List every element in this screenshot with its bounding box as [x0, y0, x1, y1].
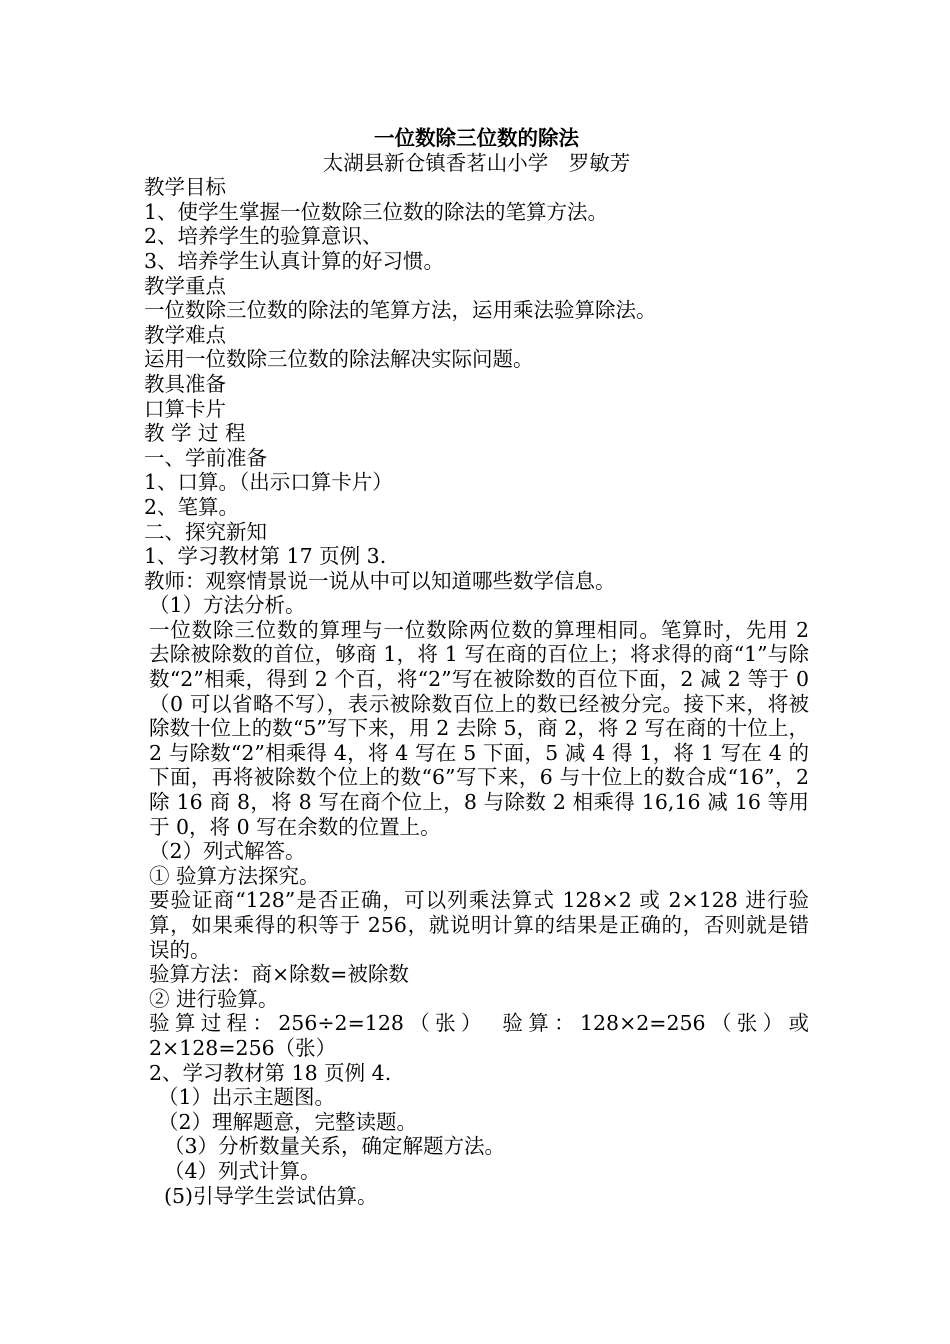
heading-process: 教 学 过 程: [144, 421, 246, 446]
section-1-heading: 一、学前准备: [144, 445, 267, 470]
check-explanation-paragraph: 要验证商“128”是否正确，可以列乘法算式 128×2 或 2×128 进行验算，如果乘得的积等于 256，就说明计算的结果是正确的，否则就是错误的。: [149, 888, 809, 962]
goal-item-3: 3、培养学生认真计算的好习惯。: [144, 248, 445, 273]
goal-item-1: 1、使学生掌握一位数除三位数的除法的笔算方法。: [144, 199, 609, 224]
example-4-step-5: (5)引导学生尝试估算。: [164, 1183, 378, 1208]
difficulties-text: 运用一位数除三位数的除法解决实际问题。: [144, 347, 534, 372]
heading-key-points: 教学重点: [144, 273, 226, 298]
step-2-heading: （2）列式解答。: [149, 839, 306, 864]
method-analysis-paragraph: 一位数除三位数的算理与一位数除两位数的算理相同。笔算时，先用 2 去除被除数的首位，够商 1，将 1 写在商的百位上；将求得的商“1”与除数“2”相乘，得到 2 个百，将“2”写在被除数的百位下面，2 减 2 等于 0（0 可以省略不写），表示被除数百位上的数已经被分完。接下来，将被除数十位上的数“5”写下来，用 2 去除 5，商 2，将 2 写在商的十位上，2 与除数“2”相乘得 4，将 4 写在 5 下面，5 减 4 得 1，将 1 写在 4 的下面，再将被除数个位上的数“6”写下来，6 与十位上的数合成“16”，2 除 16 商 8，将 8 写在商个位上，8 与除数 2 相乘得 16,16 减 16 等用于 0，将 0 写在余数的位置上。: [149, 617, 809, 839]
section-1-item-2: 2、笔算。: [144, 494, 240, 519]
materials-text: 口算卡片: [144, 396, 226, 421]
section-2-item-2: 2、学习教材第 18 页例 4.: [149, 1060, 392, 1085]
check-process: 验算过程：256÷2=128（张） 验算：128×2=256（张）或 2×128=256（张）: [149, 1011, 809, 1060]
key-points-text: 一位数除三位数的除法的笔算方法，运用乘法验算除法。: [144, 298, 657, 323]
check-formula: 验算方法：商×除数=被除数: [149, 962, 409, 987]
do-check-heading: ② 进行验算。: [149, 986, 279, 1011]
check-method-heading: ① 验算方法探究。: [149, 863, 320, 888]
example-4-step-1: （1）出示主题图。: [158, 1085, 336, 1110]
document-page: [144, 126, 809, 1208]
heading-difficulties: 教学难点: [144, 322, 226, 347]
heading-materials: 教具准备: [144, 371, 226, 396]
example-4-step-3: （3）分析数量关系，确定解题方法。: [164, 1134, 506, 1159]
document-title: 一位数除三位数的除法: [374, 126, 579, 150]
heading-teaching-goals: 教学目标: [144, 175, 226, 200]
section-2-heading: 二、探究新知: [144, 519, 267, 544]
step-1-heading: （1）方法分析。: [149, 593, 306, 618]
document-author: 太湖县新仓镇香茗山小学 罗敏芳: [322, 150, 631, 175]
goal-item-2: 2、培养学生的验算意识、: [144, 224, 383, 249]
teacher-prompt: 教师：观察情景说一说从中可以知道哪些数学信息。: [144, 568, 616, 593]
section-1-item-1: 1、口算。（出示口算卡片）: [144, 470, 393, 495]
section-2-item-1: 1、学习教材第 17 页例 3.: [144, 544, 387, 569]
example-4-step-4: （4）列式计算。: [164, 1158, 321, 1183]
example-4-step-2: （2）理解题意，完整读题。: [158, 1109, 418, 1134]
